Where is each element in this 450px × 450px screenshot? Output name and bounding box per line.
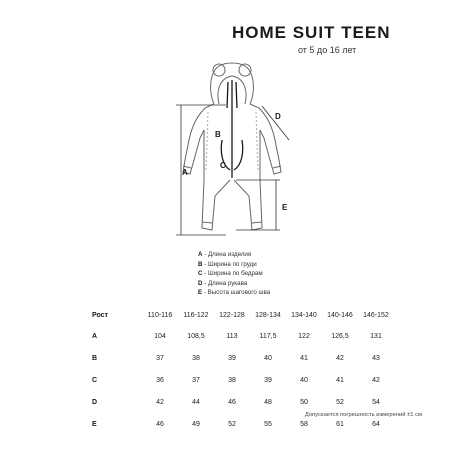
- table-cell: 37: [156, 354, 164, 362]
- legend-item-e: E - Высота шагового шва: [198, 289, 271, 297]
- height-header: Рост: [92, 311, 108, 319]
- table-row: [92, 369, 394, 391]
- size-column-header: 134-140: [291, 311, 317, 319]
- table-cell: 117,5: [259, 332, 277, 340]
- table-cell: 104: [154, 332, 166, 340]
- table-cell: 38: [228, 376, 236, 384]
- legend-item-b: B - Ширина по груди: [198, 260, 257, 268]
- product-title: HOME SUIT TEEN: [232, 23, 391, 42]
- table-cell: 40: [264, 354, 272, 362]
- row-label: E: [92, 420, 97, 428]
- table-cell: 54: [372, 398, 380, 406]
- table-row: [92, 325, 394, 347]
- dimension-b-label: B: [215, 130, 221, 139]
- legend-item-d: D - Длина рукава: [198, 279, 248, 287]
- table-cell: 52: [336, 398, 344, 406]
- size-column-header: 110-116: [147, 311, 173, 319]
- table-cell: 49: [192, 420, 200, 428]
- table-cell: 55: [264, 420, 272, 428]
- table-cell: 131: [370, 332, 382, 340]
- dimension-d-label: D: [275, 112, 281, 121]
- table-cell: 40: [300, 376, 308, 384]
- table-cell: 46: [228, 398, 236, 406]
- table-cell: 52: [228, 420, 236, 428]
- table-cell: 38: [192, 354, 200, 362]
- table-cell: 43: [372, 354, 380, 362]
- table-cell: 108,5: [187, 332, 205, 340]
- table-cell: 61: [336, 420, 344, 428]
- size-column-header: 146-152: [363, 311, 389, 319]
- table-cell: 36: [156, 376, 164, 384]
- size-table-header: [92, 305, 394, 325]
- table-cell: 42: [372, 376, 380, 384]
- legend-item-a: A - Длина изделия: [198, 251, 252, 258]
- measurement-legend: [198, 250, 270, 298]
- table-cell: 46: [156, 420, 164, 428]
- table-row: [92, 347, 394, 369]
- table-cell: 64: [372, 420, 380, 428]
- age-range-subtitle: от 5 до 16 лет: [298, 45, 357, 55]
- table-cell: 42: [336, 354, 344, 362]
- size-column-header: 140-146: [327, 311, 353, 319]
- dimension-c-label: C: [220, 161, 226, 170]
- table-cell: 58: [300, 420, 308, 428]
- dimension-e-label: E: [282, 203, 288, 212]
- table-cell: 39: [264, 376, 272, 384]
- table-cell: 113: [226, 332, 238, 340]
- size-column-header: 122-128: [219, 311, 245, 319]
- table-cell: 37: [192, 376, 200, 384]
- table-cell: 122: [298, 332, 310, 340]
- table-cell: 50: [300, 398, 308, 406]
- size-column-header: 116-122: [183, 311, 209, 319]
- pocket-right-shape: [234, 140, 243, 170]
- row-label: B: [92, 354, 98, 362]
- table-cell: 42: [156, 398, 164, 406]
- table-cell: 41: [336, 376, 344, 384]
- table-row: [92, 391, 394, 413]
- row-label: A: [92, 332, 98, 340]
- table-cell: 48: [264, 398, 272, 406]
- measurement-tolerance-note: Допускается погрешность измерений ±1 см: [304, 412, 422, 418]
- size-column-header: 128-134: [255, 311, 281, 319]
- table-cell: 41: [300, 354, 308, 362]
- table-cell: 39: [228, 354, 236, 362]
- table-cell: 126,5: [331, 332, 349, 340]
- legend-item-c: C - Ширина по бедрам: [198, 270, 263, 278]
- row-label: C: [92, 376, 98, 384]
- dimension-a-label: A: [182, 168, 188, 177]
- row-label: D: [92, 398, 98, 406]
- table-cell: 44: [192, 398, 200, 406]
